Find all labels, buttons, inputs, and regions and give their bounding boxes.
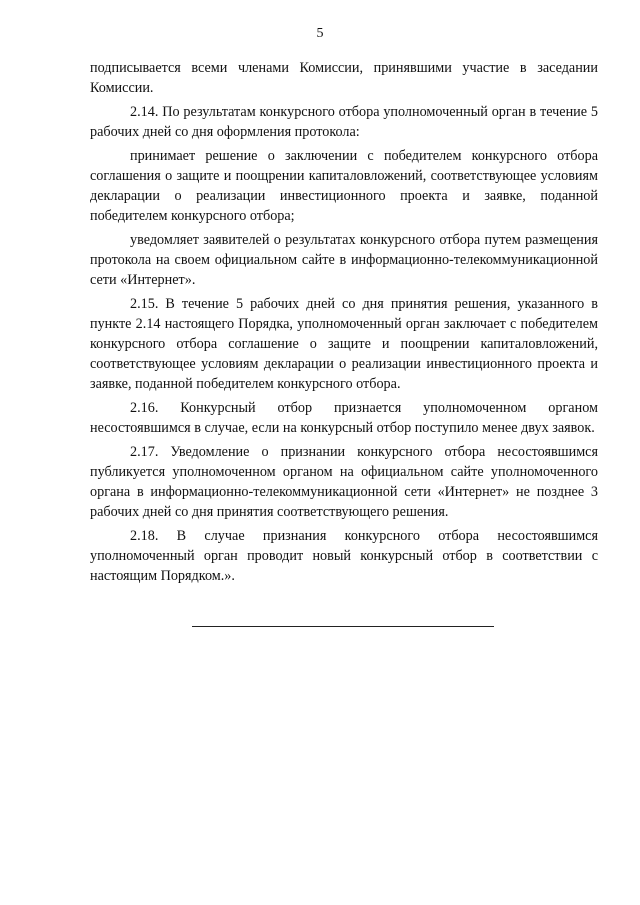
paragraph-2-14-notify: уведомляет заявителей о результатах конкурсного отбора путем размещения протокола на своем официальном сайте в информационно-телекоммуникационной сети «Интернет».	[90, 232, 598, 288]
page-number: 5	[316, 26, 324, 41]
paragraph-2-15: 2.15. В течение 5 рабочих дней со дня принятия решения, указанного в пункте 2.14 настоящего Порядка, уполномоченный орган заключает с победителем конкурсного отбора соглашение о защите и поощрении капиталовложений, соответствующее условиям декларации о реализации инвестиционного проекта и заявке, поданной победителем конкурсного отбора.	[90, 296, 598, 392]
paragraph-2-17: 2.17. Уведомление о признании конкурсного отбора несостоявшимся публикуется уполномоченном органом на официальном сайте уполномоченного органа в информационно-телекоммуникационной сети «Интернет» не позднее 3 рабочих дней со дня принятия соответствующего решения.	[90, 444, 598, 520]
paragraph-2-14: 2.14. По результатам конкурсного отбора уполномоченный орган в течение 5 рабочих дней со дня оформления протокола:	[90, 104, 598, 140]
paragraph-2-18: 2.18. В случае признания конкурсного отбора несостоявшимся уполномоченный орган проводит новый конкурсный отбор в соответствии с настоящим Порядком.».	[90, 528, 598, 584]
document-body	[90, 58, 598, 590]
closing-rule	[192, 626, 494, 627]
paragraph-continuation: подписывается всеми членами Комиссии, принявшими участие в заседании Комиссии.	[90, 60, 598, 96]
paragraph-2-14-decision: принимает решение о заключении с победителем конкурсного отбора соглашения о защите и поощрении капиталовложений, соответствующее условиям декларации о реализации инвестиционного проекта и заявке, поданной победителем конкурсного отбора;	[90, 148, 598, 224]
paragraph-2-16: 2.16. Конкурсный отбор признается уполномоченном органом несостоявшимся в случае, если на конкурсный отбор поступило менее двух заявок.	[90, 400, 598, 436]
